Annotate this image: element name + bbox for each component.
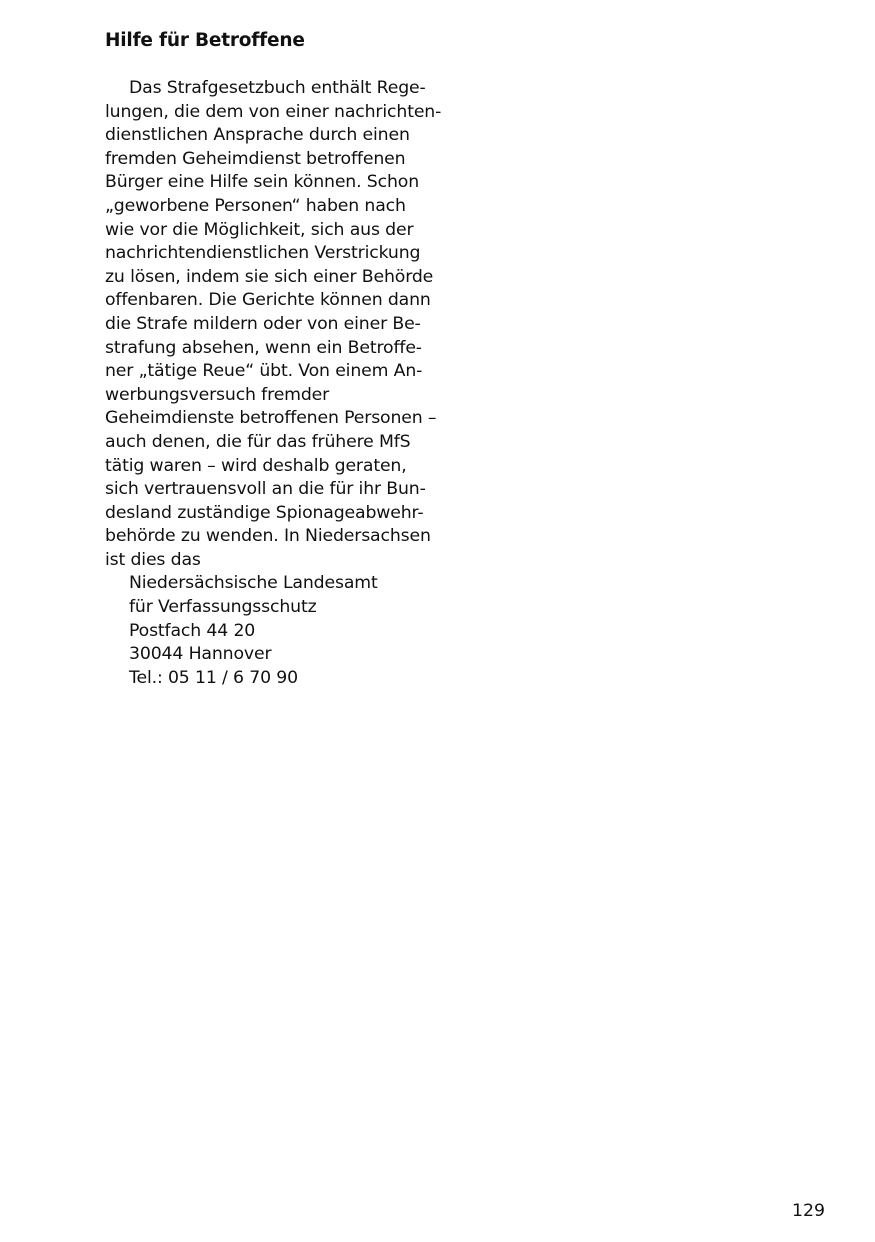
paragraph-line: strafung absehen, wenn ein Betroffe- [105, 337, 422, 358]
paragraph-line: auch denen, die für das frühere MfS [105, 431, 411, 452]
address-line: Postfach 44 20 [129, 620, 256, 641]
paragraph-line: nachrichtendienstlichen Verstrickung [105, 243, 421, 264]
paragraph-line: zu lösen, indem sie sich einer Behörde [105, 266, 434, 287]
paragraph-line: Das Strafgesetzbuch enthält Rege- [129, 78, 426, 98]
body-text [105, 77, 465, 690]
paragraph-line: ner „tätige Reue“ übt. Von einem An- [105, 361, 423, 382]
paragraph-line: wie vor die Möglichkeit, sich aus der [105, 219, 414, 240]
paragraph-line: ist dies das [105, 549, 201, 570]
paragraph-line: Geheimdienste betroffenen Personen – [105, 408, 437, 429]
paragraph-line: desland zuständige Spionageabwehr- [105, 502, 424, 523]
paragraph-line: fremden Geheimdienst betroffenen [105, 148, 406, 169]
address-line: 30044 Hannover [129, 644, 272, 665]
paragraph-line: die Strafe mildern oder von einer Be- [105, 313, 421, 334]
page-number: 129 [792, 1201, 825, 1221]
paragraph-line: lungen, die dem von einer nachrichten- [105, 101, 442, 122]
section-heading: Hilfe für Betroffene [105, 30, 305, 51]
address-line: Niedersächsische Landesamt [129, 573, 378, 594]
paragraph-line: Bürger eine Hilfe sein können. Schon [105, 172, 419, 193]
paragraph-line: offenbaren. Die Gerichte können dann [105, 290, 431, 311]
paragraph-line: dienstlichen Ansprache durch einen [105, 125, 410, 146]
address-line: Tel.: 05 11 / 6 70 90 [129, 667, 298, 688]
paragraph-line: tätig waren – wird deshalb geraten, [105, 455, 407, 476]
address-line: für Verfassungsschutz [129, 597, 317, 618]
paragraph-line: behörde zu wenden. In Niedersachsen [105, 526, 431, 547]
paragraph-line: werbungsversuch fremder [105, 384, 330, 405]
address-block [105, 572, 465, 690]
paragraph-line: sich vertrauensvoll an die für ihr Bun- [105, 479, 426, 500]
paragraph-line: „geworbene Personen“ haben nach [105, 195, 406, 216]
